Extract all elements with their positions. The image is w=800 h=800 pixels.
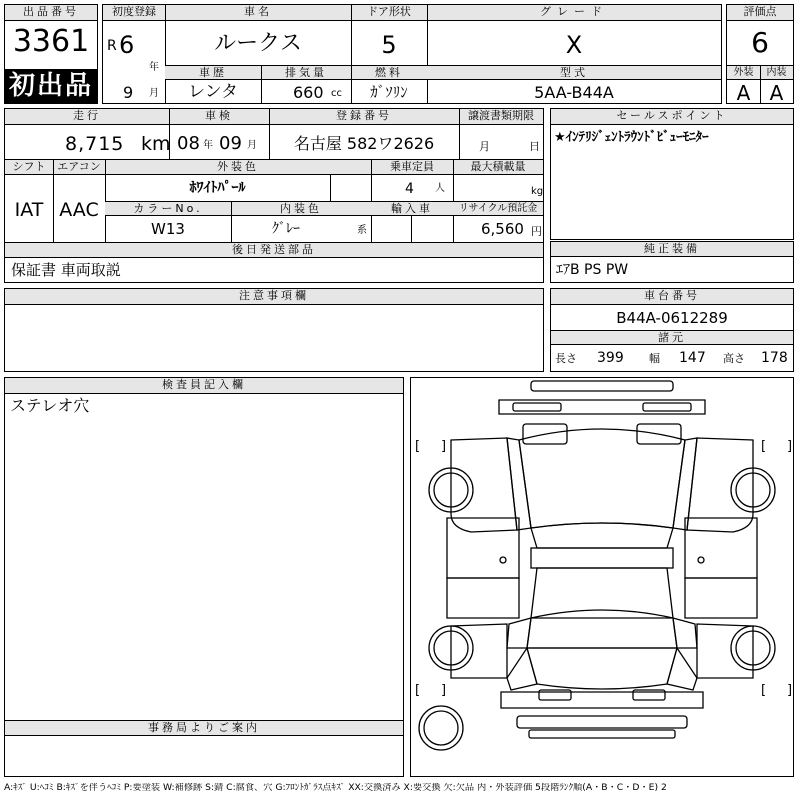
car-outline-drawing [411,378,793,776]
width-label: 幅 [649,352,660,365]
score-box [726,4,794,104]
door-label: ドア形状 [351,5,427,21]
chassis-label: 車台番号 [551,289,793,305]
chassis-box [550,288,794,372]
registration-value: 名古屋 582ワ2626 [293,134,435,153]
lot-number-label: 出品番号 [5,5,97,21]
displacement-unit: cc [331,88,342,99]
first-reg-year-unit: 年 [149,62,159,73]
fuel-value: ｶﾞｿﾘﾝ [370,83,408,101]
lot-number-value: 3361 [12,24,90,59]
diagram-bracket-tl: [ [415,439,421,454]
displacement-value: 660 [293,83,324,102]
lot-number-box [4,4,98,104]
later-parts-value: 保証書 車両取説 [11,261,121,279]
chassis-value: B44A-0612289 [616,309,728,327]
history-value: レンタ [188,82,238,102]
genuine-box [550,241,794,283]
color-no-value: W13 [151,220,185,238]
car-name-value: ルークス [214,31,302,56]
later-parts-label: 後日発送部品 [5,243,543,258]
color-no-label: カラーNo. [105,202,231,216]
inspection-year-unit: 年 [203,140,213,151]
first-reg-era: R [107,38,117,54]
shift-label: シフト [5,160,53,175]
registration-label: 登録番号 [269,109,459,125]
diagram-bracket-tr: [ [761,439,767,454]
ext-color-value: ﾎﾜｲﾄﾊﾟｰﾙ [189,180,246,196]
notes-box [4,288,544,372]
transfer-month-unit: 月 [479,140,490,153]
displacement-label: 排気量 [261,66,351,80]
aircon-value: AAC [59,199,99,221]
model-value: 5AA-B44A [534,83,614,102]
first-listing-badge-text: 初出品 [8,71,93,101]
height-label: 高さ [723,352,745,365]
capacity-unit: 人 [435,183,445,194]
notes-label: 注意事項欄 [5,289,543,305]
first-reg-year: 6 [119,31,135,59]
genuine-value: ｴｱB PS PW [556,262,629,278]
import-label: 輸入車 [371,202,453,216]
sales-point-box [550,108,794,240]
int-color-unit: 系 [357,225,367,236]
history-label: 車歴 [165,66,261,80]
shift-value: IAT [14,199,44,221]
length-label: 長さ [555,352,577,365]
detail-box [4,108,544,283]
first-reg-month-unit: 月 [149,88,159,99]
score-label: 評価点 [727,5,793,21]
dimensions-label: 諸元 [551,331,793,345]
fuel-label: 燃料 [351,66,427,80]
ext-color-label: 外装色 [105,160,371,175]
model-label: 型式 [427,66,721,80]
mileage-label: 走行 [5,109,169,125]
sales-point-label: セールスポイント [551,109,793,125]
transfer-day-unit: 日 [529,140,540,153]
inspection-month: 09 [219,133,242,154]
exterior-value: A [736,81,751,105]
first-listing-badge [5,69,97,104]
inspection-label: 車検 [169,109,269,125]
inspector-box [4,377,404,777]
car-diagram [410,377,794,777]
mileage-value: 8,715 [65,133,125,155]
width-value: 147 [679,350,706,366]
sales-point-value: ★ｲﾝﾃﾘｼﾞｪﾝﾄﾗｳﾝﾄﾞﾋﾞｭｰﾓﾆﾀｰ [554,130,709,145]
diagram-bracket-tl-close: ] [441,439,447,454]
max-load-label: 最大積載量 [453,160,543,175]
grade-value: X [565,31,583,59]
aircon-label: エアコン [53,160,105,175]
diagram-bracket-tr-close: ] [787,439,793,454]
recycle-label: リサイクル預託金 [453,202,543,216]
damage-legend: A:ｷｽﾞ U:ﾍｺﾐ B:ｷｽﾞを伴うﾍｺﾐ P:要塗装 W:補修跡 S:錆 C:腐食、穴 G:ﾌﾛﾝﾄｶﾞﾗｽ点ｷｽﾞ XX:交換済み X:要交換 欠:欠品 内・外装評価 5段階ﾗﾝｸ順(A・B・C・D・E) 2 [4,783,667,793]
recycle-value: 6,560 [481,220,524,238]
first-reg-label: 初度登録 [103,5,165,21]
inspection-month-unit: 月 [247,140,257,151]
int-color-label: 内装色 [231,202,371,216]
car-name-label: 車名 [165,5,351,21]
transfer-label: 譲渡書類期限 [459,109,543,125]
inspector-value: ステレオ穴 [10,396,90,415]
vehicle-info-box [102,4,722,104]
mileage-unit: km [141,133,171,155]
exterior-label: 外装 [727,66,760,80]
genuine-label: 純正装備 [551,242,793,257]
capacity-value: 4 [405,181,414,197]
inspector-label: 検査員記入欄 [5,378,403,394]
door-value: 5 [381,31,397,59]
diagram-bracket-br: [ [761,683,767,698]
int-color-value: ｸﾞﾚｰ [272,221,300,237]
capacity-label: 乗車定員 [371,160,453,175]
length-value: 399 [597,350,624,366]
interior-label: 内装 [760,66,793,80]
office-label: 事務局よりご案内 [5,721,403,736]
inspection-year: 08 [177,133,200,154]
max-load-unit: kg [531,186,544,197]
score-value: 6 [751,26,769,59]
interior-value: A [769,81,784,105]
diagram-bracket-bl-close: ] [441,683,447,698]
recycle-unit: 円 [531,225,542,238]
height-value: 178 [761,350,788,366]
first-reg-month: 9 [123,83,134,102]
grade-label: グレード [427,5,721,21]
diagram-bracket-br-close: ] [787,683,793,698]
diagram-bracket-bl: [ [415,683,421,698]
